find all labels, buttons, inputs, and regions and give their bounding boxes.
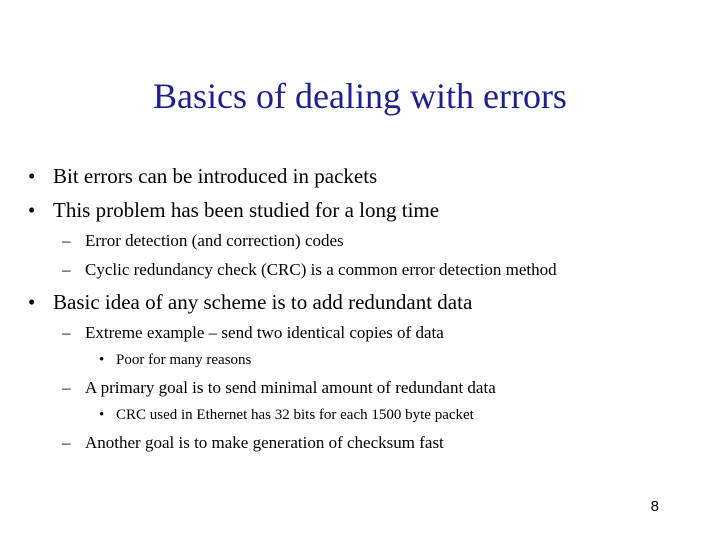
dash-marker: –	[62, 323, 71, 342]
bullet-item	[0, 163, 720, 189]
sub-bullet-item	[0, 377, 720, 399]
slide-title: Basics of dealing with errors	[153, 76, 567, 116]
bullet-text: This problem has been studied for a long time	[53, 198, 440, 222]
sub-bullet-item	[0, 259, 720, 281]
sub-bullet-text: Cyclic redundancy check (CRC) is a common error detection method	[85, 260, 557, 279]
sub-sub-bullet-text: Poor for many reasons	[116, 352, 252, 368]
sub-sub-bullet-text: CRC used in Ethernet has 32 bits for each 1500 byte packet	[116, 407, 474, 423]
sub-bullet-item	[0, 322, 720, 344]
bullet-text: Basic idea of any scheme is to add redundant data	[53, 290, 473, 314]
dash-marker: –	[62, 260, 71, 279]
bullet-marker: •	[28, 290, 36, 314]
sub-bullet-marker: •	[99, 352, 105, 368]
sub-bullet-text: A primary goal is to send minimal amount of redundant data	[85, 378, 496, 397]
sub-bullet-text: Error detection (and correction) codes	[85, 231, 344, 250]
bullet-item	[0, 289, 720, 315]
sub-sub-bullet-item	[0, 350, 720, 370]
dash-marker: –	[62, 378, 71, 397]
sub-bullet-item	[0, 432, 720, 454]
dash-marker: –	[62, 433, 71, 452]
sub-bullet-text: Another goal is to make generation of checksum fast	[85, 433, 444, 452]
page-number: 8	[650, 498, 659, 515]
dash-marker: –	[62, 231, 71, 250]
bullet-marker: •	[28, 164, 36, 188]
sub-bullet-item	[0, 230, 720, 252]
sub-bullet-text: Extreme example – send two identical copies of data	[85, 323, 444, 342]
bullet-marker: •	[28, 198, 36, 222]
bullet-item	[0, 197, 720, 223]
sub-sub-bullet-item	[0, 405, 720, 425]
sub-bullet-marker: •	[99, 407, 105, 423]
bullet-text: Bit errors can be introduced in packets	[53, 164, 378, 188]
